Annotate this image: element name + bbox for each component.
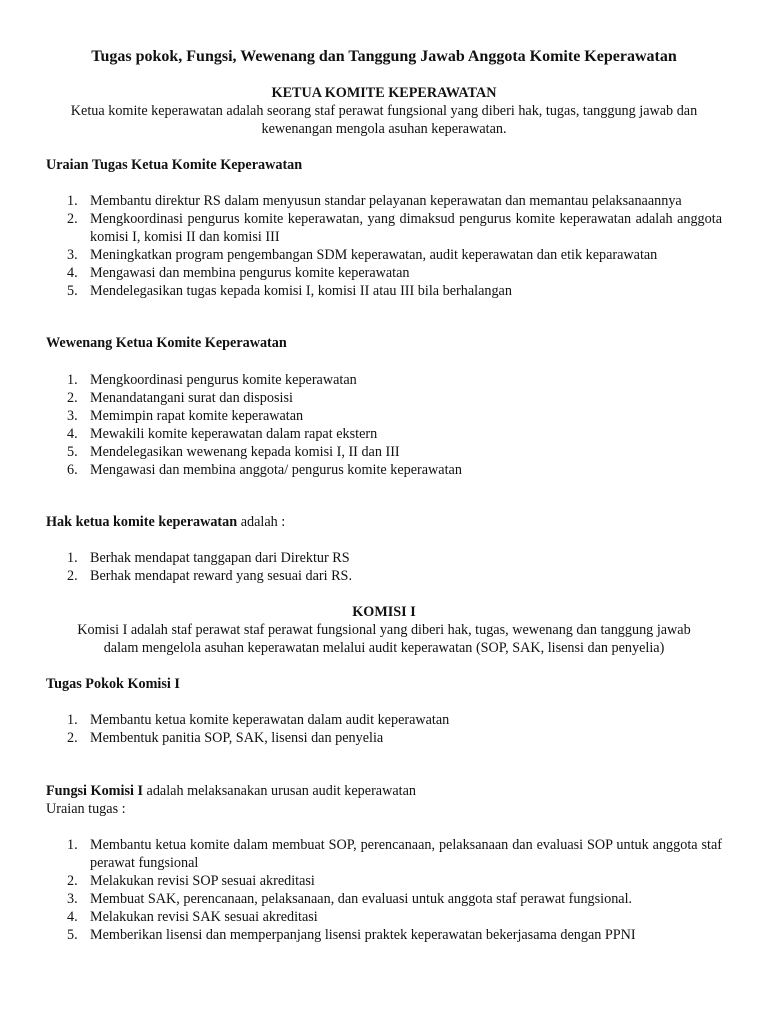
tugas-pokok-heading: Tugas Pokok Komisi I [46, 676, 180, 692]
list-item: 1. Membantu ketua komite dalam membuat SOP, perencanaan, pelaksanaan dan evaluasi SOP untuk anggota staf perawat fungsional [67, 837, 722, 871]
list-item: 5. Mendelegasikan wewenang kepada komisi I, II dan III [67, 444, 400, 460]
list-item: 5. Memberikan lisensi dan memperpanjang lisensi praktek keperawatan bekerjasama dengan PPNI [67, 927, 636, 943]
list-item: 1. Mengkoordinasi pengurus komite keperawatan [67, 372, 357, 388]
ketua-desc-line2: kewenangan mengola asuhan keperawatan. [261, 121, 507, 137]
wewenang-list [46, 371, 722, 479]
ketua-heading: KETUA KOMITE KEPERAWATAN [271, 85, 497, 101]
uraian-tugas-label: Uraian tugas : [46, 801, 126, 817]
list-item: 1. Berhak mendapat tanggapan dari Direktur RS [67, 550, 350, 566]
list-item: 3. Meningkatkan program pengembangan SDM keperawatan, audit keperawatan dan etik keparawatan [67, 247, 658, 263]
uraian-ketua-list [46, 192, 722, 300]
komisi1-heading: KOMISI I [352, 604, 416, 620]
list-item: 3. Memimpin rapat komite keperawatan [67, 408, 304, 424]
tugas-pokok-list [46, 711, 722, 747]
fungsi-heading: Fungsi Komisi I adalah melaksanakan urusan audit keperawatan [46, 783, 416, 799]
list-item: 6. Mengawasi dan membina anggota/ pengurus komite keperawatan [67, 462, 462, 478]
list-item: 3. Membuat SAK, perencanaan, pelaksanaan, dan evaluasi untuk anggota staf perawat fungsional. [67, 891, 633, 907]
hak-heading: Hak ketua komite keperawatan adalah : [46, 514, 286, 530]
list-item: 1. Membantu ketua komite keperawatan dalam audit keperawatan [67, 712, 450, 728]
komisi1-desc-line1: Komisi I adalah staf perawat staf perawat fungsional yang diberi hak, tugas, wewenang dan tanggung jawab [77, 622, 691, 638]
list-item: 1. Membantu direktur RS dalam menyusun standar pelayanan keperawatan dan memantau pelaksanaannya [67, 193, 682, 209]
list-item: 4. Mewakili komite keperawatan dalam rapat ekstern [67, 426, 378, 442]
list-item: 2. Melakukan revisi SOP sesuai akreditasi [67, 873, 315, 889]
uraian-ketua-heading: Uraian Tugas Ketua Komite Keperawatan [46, 157, 303, 173]
list-item: 2. Membentuk panitia SOP, SAK, lisensi dan penyelia [67, 730, 384, 746]
komisi1-desc-line2: dalam mengelola asuhan keperawatan melalui audit keperawatan (SOP, SAK, lisensi dan penyelia) [103, 640, 665, 656]
list-item: 2. Mengkoordinasi pengurus komite keperawatan, yang dimaksud pengurus komite keperawatan adalah anggota komisi I, komisi II dan komisi III [67, 211, 722, 245]
list-item: 5. Mendelegasikan tugas kepada komisi I, komisi II atau III bila berhalangan [67, 283, 512, 299]
ketua-desc-line1: Ketua komite keperawatan adalah seorang staf perawat fungsional yang diberi hak, tugas, tanggung jawab dan [70, 103, 698, 119]
list-item: 2. Menandatangani surat dan disposisi [67, 390, 293, 406]
list-item: 4. Mengawasi dan membina pengurus komite keperawatan [67, 265, 410, 281]
list-item: 2. Berhak mendapat reward yang sesuai dari RS. [67, 568, 352, 584]
document-title: Tugas pokok, Fungsi, Wewenang dan Tanggung Jawab Anggota Komite Keperawatan [91, 48, 677, 65]
list-item: 4. Melakukan revisi SAK sesuai akreditasi [67, 909, 318, 925]
hak-list [46, 549, 722, 585]
komisi1-uraian-list [46, 836, 722, 944]
wewenang-heading: Wewenang Ketua Komite Keperawatan [46, 335, 287, 351]
